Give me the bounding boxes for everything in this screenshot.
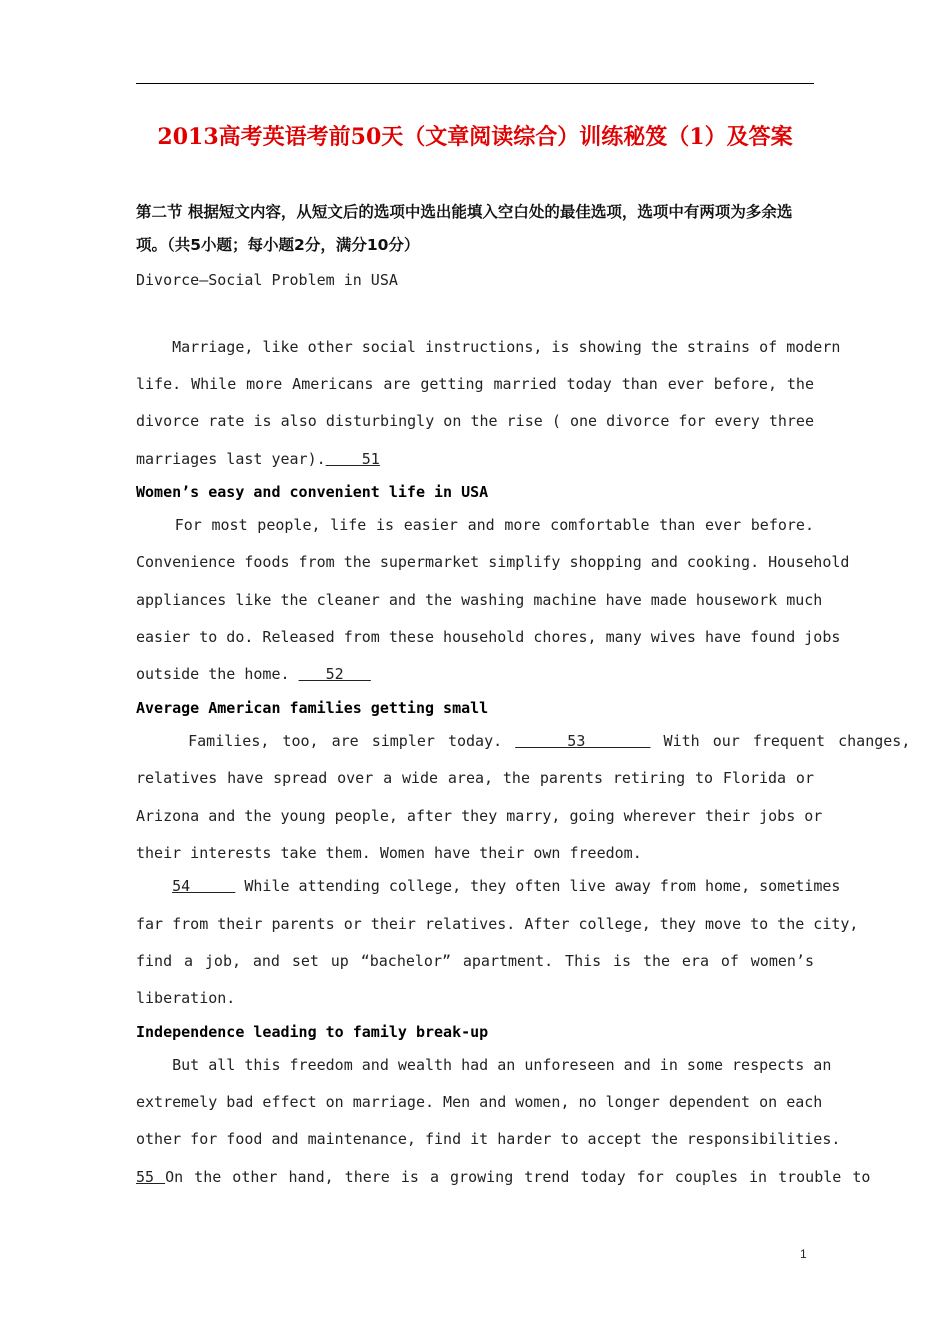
section-heading: Independence leading to family break-up bbox=[136, 1023, 489, 1041]
section-heading: Average American families getting small bbox=[136, 699, 489, 717]
blank-51: 51 bbox=[325, 450, 380, 468]
paragraph-line bbox=[136, 1165, 871, 1189]
paragraph-line: For most people, life is easier and more comfortable than ever before. bbox=[136, 516, 814, 534]
paragraph-line: Arizona and the young people, after they marry, going wherever their jobs or bbox=[136, 807, 823, 825]
paragraph-line bbox=[136, 729, 911, 753]
blank-53: 53 bbox=[515, 732, 651, 750]
paragraph-line: their interests take them. Women have their own freedom. bbox=[136, 844, 642, 862]
paragraph-line bbox=[136, 447, 814, 471]
section-heading: Women’s easy and convenient life in USA bbox=[136, 483, 489, 501]
paragraph-line: find a job, and set up “bachelor” apartment. This is the era of women’s bbox=[136, 952, 814, 970]
header-rule bbox=[136, 83, 814, 84]
paragraph-text: With our frequent changes, bbox=[650, 732, 911, 750]
page-number: 1 bbox=[800, 1247, 807, 1261]
paragraph-line: Marriage, like other social instructions, is showing the strains of modern bbox=[136, 338, 841, 356]
paragraph-text: On the other hand, there is a growing trend today for couples in trouble to bbox=[165, 1168, 871, 1186]
blank-54: 54 bbox=[172, 877, 236, 895]
passage-title: Divorce—Social Problem in USA bbox=[136, 271, 398, 289]
paragraph-indent bbox=[136, 877, 172, 895]
paragraph-line bbox=[136, 874, 841, 898]
blank-52: 52 bbox=[298, 665, 371, 683]
paragraph-text: Families, too, are simpler today. bbox=[136, 732, 516, 750]
paragraph-line: divorce rate is also disturbingly on the rise ( one divorce for every three bbox=[136, 412, 814, 430]
paragraph-line: relatives have spread over a wide area, the parents retiring to Florida or bbox=[136, 769, 814, 787]
section-instructions: 第二节 根据短文内容，从短文后的选项中选出能填入空白处的最佳选项，选项中有两项为多余选项。（共5小题；每小题2分，满分10分） bbox=[136, 203, 793, 254]
paragraph-line: extremely bad effect on marriage. Men and women, no longer dependent on each bbox=[136, 1093, 823, 1111]
paragraph-line: Convenience foods from the supermarket simplify shopping and cooking. Household bbox=[136, 553, 850, 571]
paragraph-line bbox=[136, 662, 814, 686]
paragraph-line: easier to do. Released from these household chores, many wives have found jobs bbox=[136, 628, 841, 646]
paragraph-text: outside the home. bbox=[136, 665, 299, 683]
blank-55: 55 bbox=[136, 1168, 166, 1186]
paragraph-line: other for food and maintenance, find it harder to accept the responsibilities. bbox=[136, 1130, 841, 1148]
paragraph-line: liberation. bbox=[136, 989, 236, 1007]
paragraph-line: life. While more Americans are getting married today than ever before, the bbox=[136, 375, 814, 393]
paragraph-line: But all this freedom and wealth had an unforeseen and in some respects an bbox=[136, 1056, 832, 1074]
paragraph-line: appliances like the cleaner and the washing machine have made housework much bbox=[136, 591, 823, 609]
document-title: 2013高考英语考前50天（文章阅读综合）训练秘笈（1）及答案 bbox=[157, 124, 793, 150]
paragraph-line: far from their parents or their relatives. After college, they move to the city, bbox=[136, 915, 859, 933]
paragraph-text: marriages last year). bbox=[136, 450, 326, 468]
paragraph-text: While attending college, they often live away from home, sometimes bbox=[235, 877, 841, 895]
